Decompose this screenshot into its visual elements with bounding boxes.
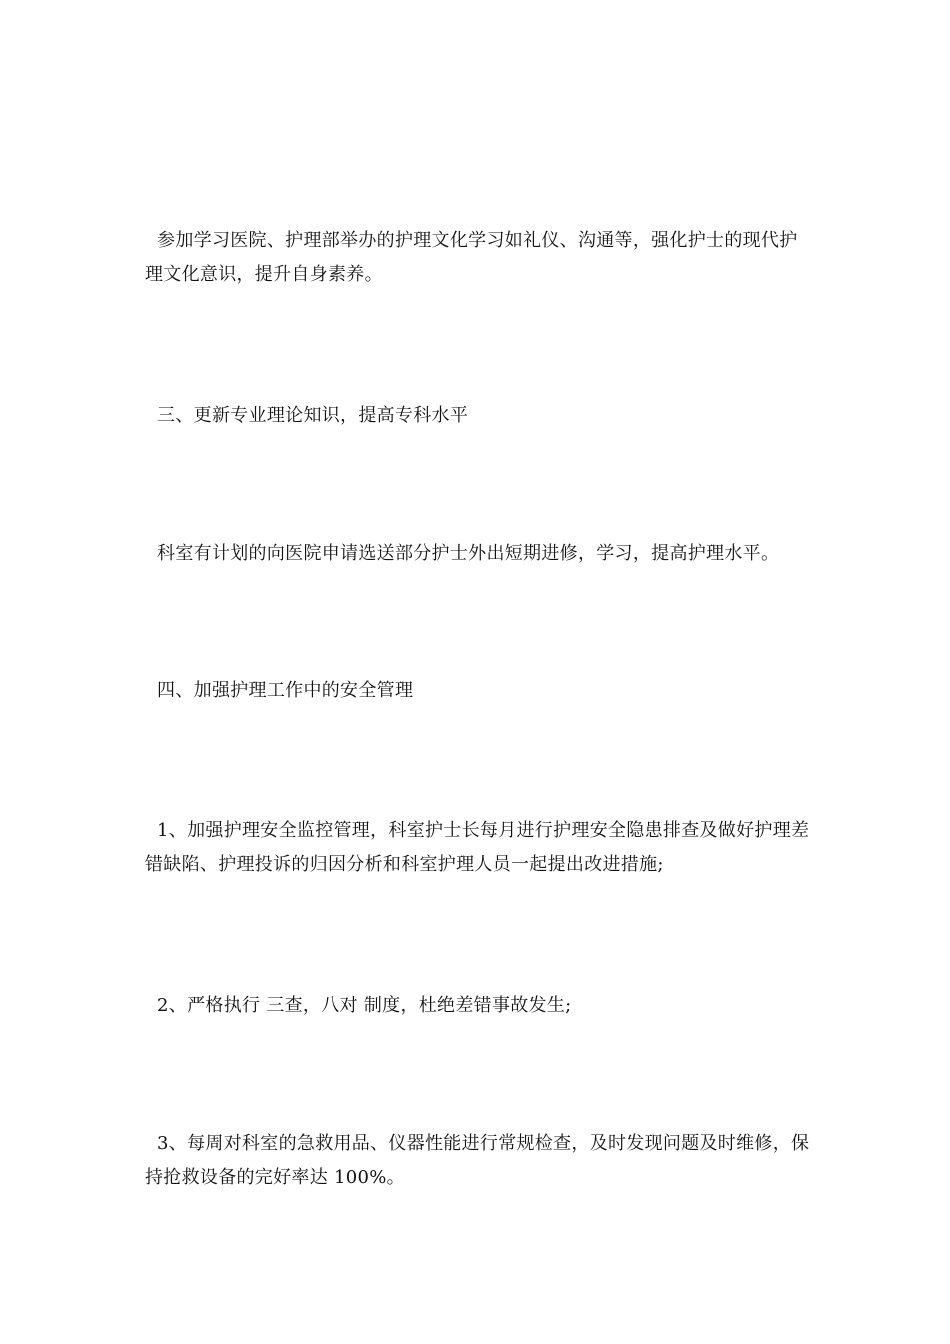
paragraph-nursing-culture: 参加学习医院、护理部举办的护理文化学习如礼仪、沟通等，强化护士的现代护理文化意识，提升自身素养。 [145, 230, 798, 285]
section-heading-3: 三、更新专业理论知识，提高专科水平 [145, 405, 469, 426]
list-item-2: 2、严格执行 三查，八对 制度，杜绝差错事故发生; [145, 995, 572, 1016]
paragraph-further-study: 科室有计划的向医院申请选送部分护士外出短期进修，学习，提高护理水平。 [145, 543, 780, 564]
section-heading-4: 四、加强护理工作中的安全管理 [145, 680, 414, 701]
list-item-3: 3、每周对科室的急救用品、仪器性能进行常规检查，及时发现问题及时维修，保持抢救设备的完好率达 100%。 [145, 1133, 810, 1188]
list-item-1: 1、加强护理安全监控管理，科室护士长每月进行护理安全隐患排查及做好护理差错缺陷、护理投诉的归因分析和科室护理人员一起提出改进措施; [145, 820, 810, 875]
